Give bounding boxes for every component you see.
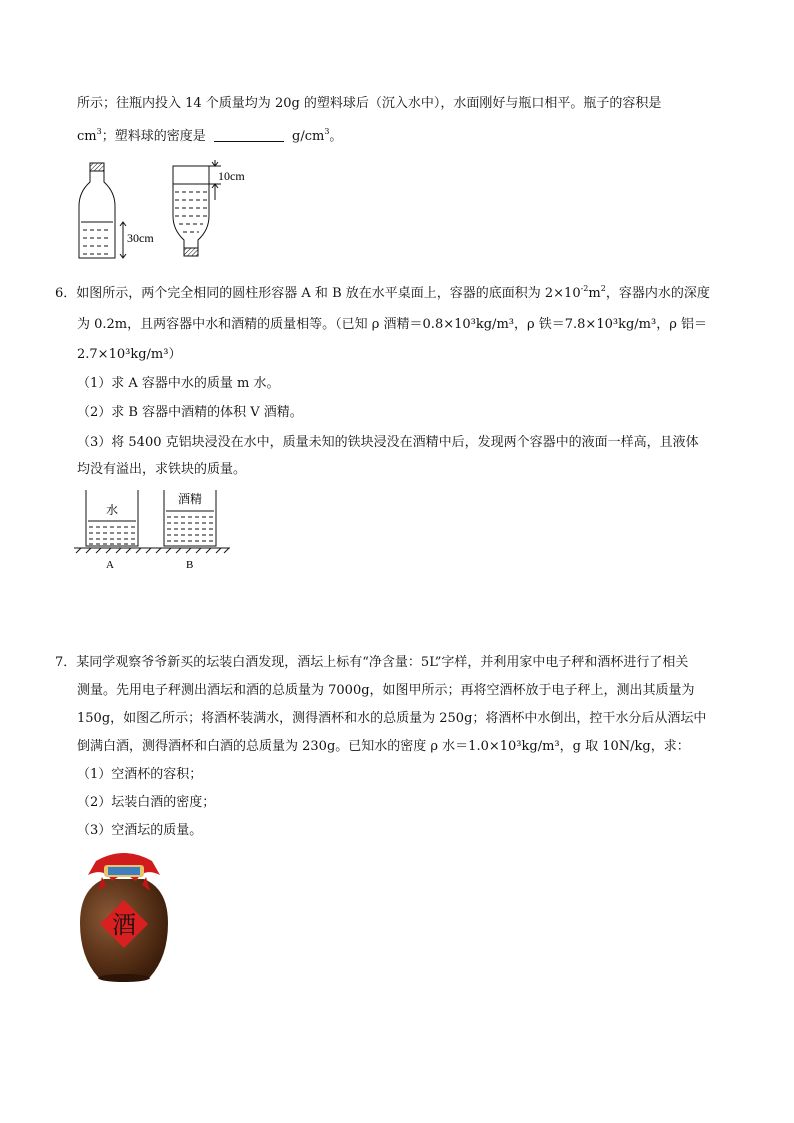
jar-character: 酒 <box>112 911 136 939</box>
label-10cm: 10cm <box>218 169 245 183</box>
q7-text-line1: 7．某同学观察爷爷新买的坛装白酒发现，酒坛上标有“净含量：5L”字样，并利用家中电子秤和酒杯进行了相关 <box>55 655 689 670</box>
q6-subquestion-3-cont: 均没有溢出，求铁块的质量。 <box>77 462 247 477</box>
q7-subquestion-2: （2）坛装白酒的密度； <box>77 795 216 810</box>
q7-subquestion-3: （3）空酒坛的质量。 <box>77 823 203 838</box>
q5-bottle-figure <box>75 160 295 265</box>
q7-subquestion-1: （1）空酒杯的容积； <box>77 767 203 782</box>
upright-bottle <box>79 163 126 258</box>
label-30cm: 30cm <box>127 231 154 245</box>
inverted-bottle <box>173 160 221 256</box>
q6-text-line1: 6．如图所示，两个完全相同的圆柱形容器 A 和 B 放在水平桌面上，容器的底面积为 $2\times 10^{-2}m^2$，容器内水的深度 <box>55 284 710 301</box>
q7-text-line4: 倒满白酒，测得酒杯和白酒的总质量为 230g。已知水的密度 ρ 水＝1.0×10³kg/m³，g 取 10N/kg，求： <box>77 739 690 754</box>
label-b: B <box>186 559 194 571</box>
q7-text-line3: 150g，如图乙所示；将酒杯装满水，测得酒杯和水的总质量为 250g；将酒杯中水倒出，控干水分后从酒坛中 <box>77 711 707 726</box>
label-alcohol: 酒精 <box>178 492 203 506</box>
label-water: 水 <box>106 503 119 517</box>
q6-text-line3: 2.7×10³kg/m³） <box>77 347 182 362</box>
q6-subquestion-2: （2）求 B 容器中酒精的体积 V 酒精。 <box>77 405 303 420</box>
table-hatch <box>76 548 229 553</box>
q5-answer-blank[interactable] <box>214 129 284 142</box>
q7-liquor-jar-image <box>74 845 174 985</box>
q6-text-line2: 为 0.2m，且两容器中水和酒精的质量相等。（已知 ρ 酒精＝0.8×10³kg/m³，ρ 铁＝7.8×10³kg/m³，ρ 铝＝ <box>77 317 707 332</box>
q5-text-line2: $cm^3$；塑料球的密度是 $g/cm^3$。 <box>77 127 343 144</box>
q6-subquestion-1: （1）求 A 容器中水的质量 m 水。 <box>77 376 280 391</box>
label-a: A <box>106 559 114 571</box>
q6-containers-figure <box>74 488 234 573</box>
q5-text-line1: 所示；往瓶内投入 14 个质量均为 20g 的塑料球后（沉入水中），水面刚好与瓶口相平。瓶子的容积是 <box>77 96 662 111</box>
q7-text-line2: 测量。先用电子秤测出酒坛和酒的总质量为 7000g，如图甲所示；再将空酒杯放于电子秤上，测出其质量为 <box>77 683 695 698</box>
container-a <box>86 490 138 546</box>
q6-subquestion-3: （3）将 5400 克铝块浸没在水中，质量未知的铁块浸没在酒精中后，发现两个容器中的液面一样高，且液体 <box>77 435 699 450</box>
